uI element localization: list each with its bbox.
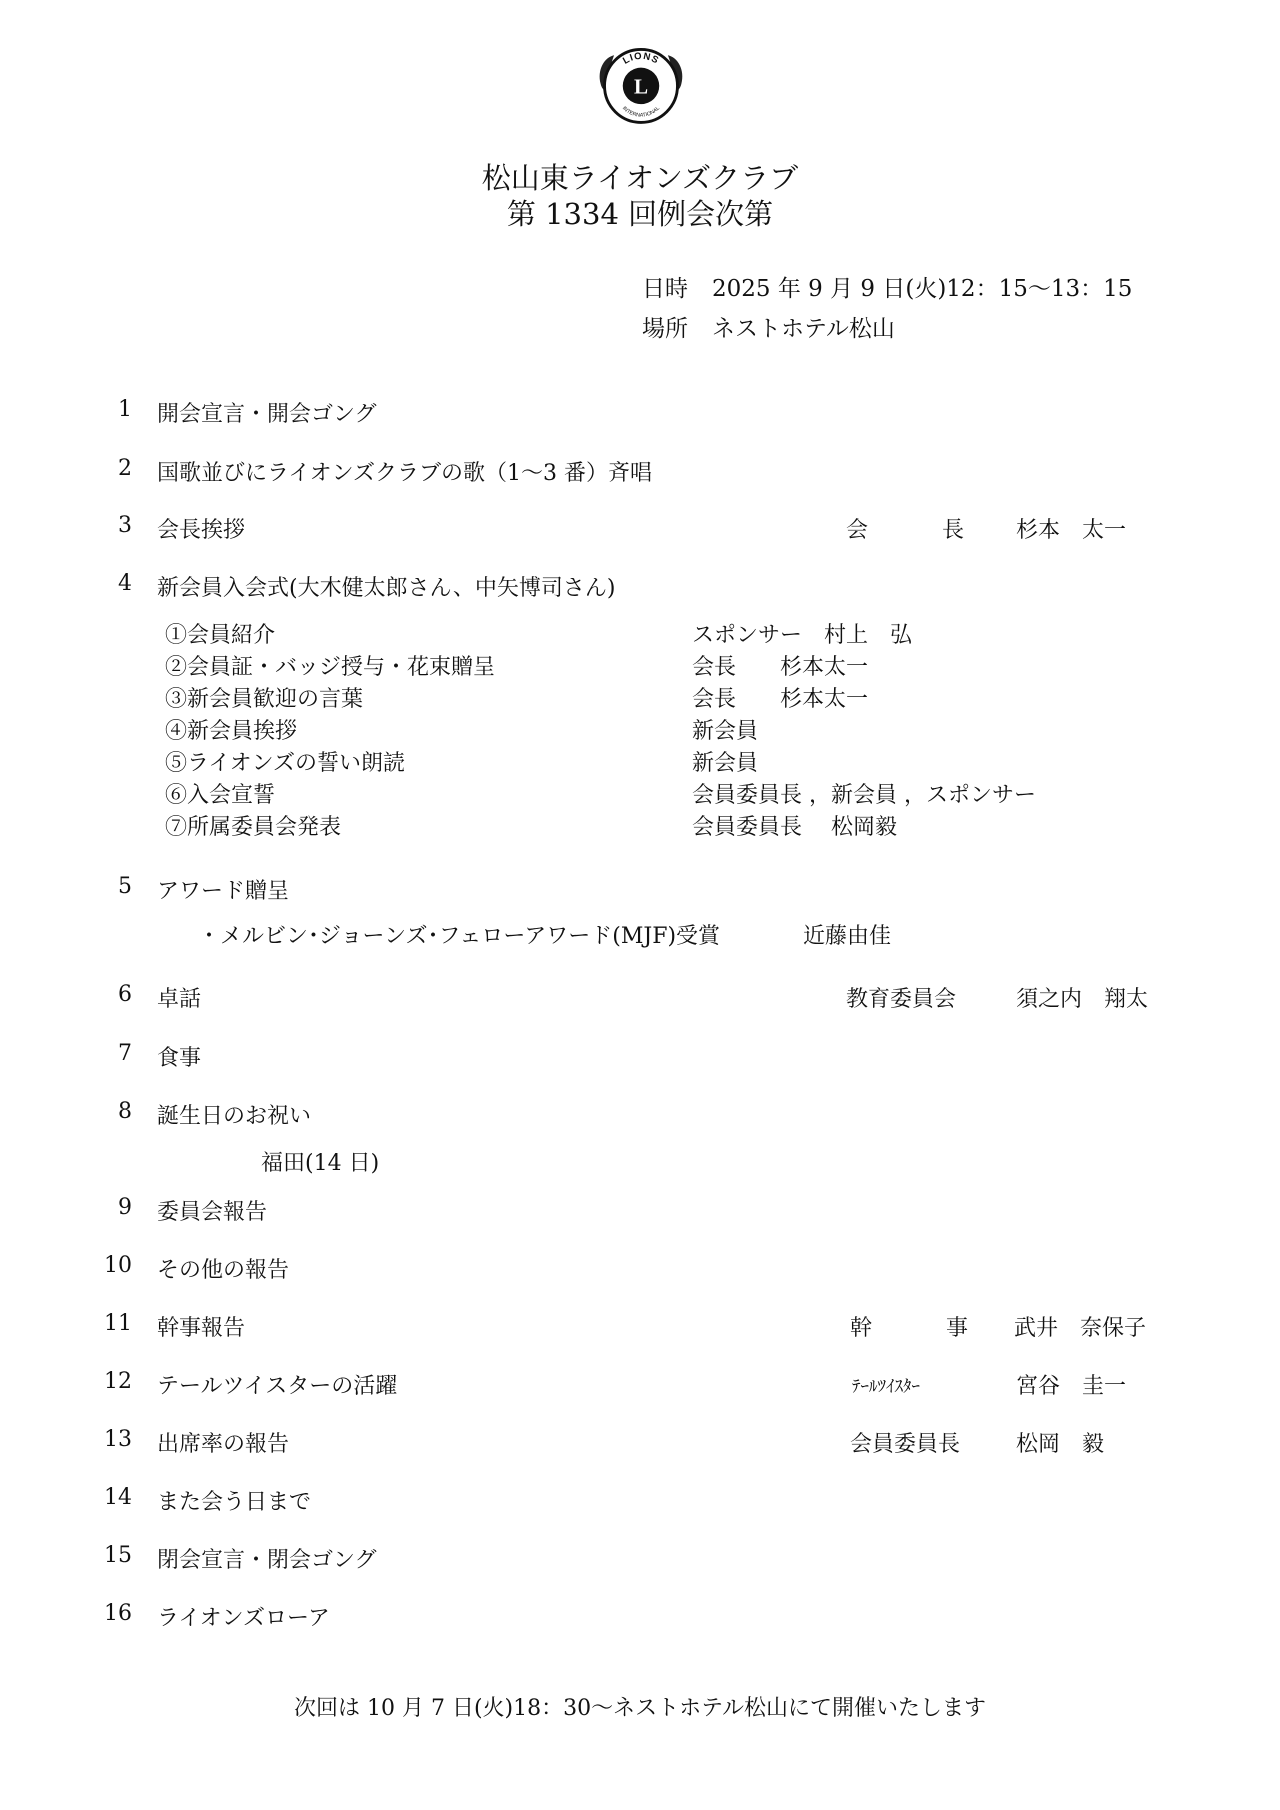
item-number: 8	[118, 1099, 132, 1124]
award-text: ・メルビン･ジョーンズ･フェローアワード(MJF)受賞	[198, 924, 721, 949]
meeting-title: 第 1334 回例会次第	[506, 197, 774, 231]
datetime-value: 2025 年 9 月 9 日(火)12：15〜13：15	[712, 276, 1133, 302]
item-role: ﾃｰﾙﾂｲｽﾀｰ	[852, 1377, 920, 1397]
item-role-second: 事	[946, 1316, 969, 1341]
item-title: 卓話	[157, 987, 202, 1012]
item-number: 2	[118, 456, 132, 481]
item-number: 5	[118, 874, 132, 899]
ceremony-step: ③新会員歓迎の言葉	[165, 687, 364, 712]
item-title: 委員会報告	[157, 1200, 268, 1225]
item-number: 4	[118, 571, 132, 596]
birthday-person: 福田(14 日)	[261, 1151, 380, 1176]
item-number: 9	[118, 1195, 132, 1220]
item-title: アワード贈呈	[157, 879, 290, 904]
item-number: 13	[104, 1427, 132, 1452]
item-number: 1	[118, 397, 132, 422]
item-role-first: 会	[846, 518, 869, 543]
ceremony-step: ①会員紹介	[165, 623, 276, 648]
item-person: 武井 奈保子	[1014, 1316, 1147, 1341]
ceremony-step: ④新会員挨拶	[165, 719, 298, 744]
item-person: 杉本 太一	[1016, 518, 1127, 543]
item-number: 14	[104, 1485, 132, 1510]
item-person: 宮谷 圭一	[1016, 1374, 1127, 1399]
ceremony-step: ⑦所属委員会発表	[165, 815, 342, 840]
item-number: 7	[118, 1041, 132, 1066]
item-role: 教育委員会	[846, 987, 957, 1012]
ceremony-step: ②会員証・バッジ授与・花束贈呈	[165, 655, 496, 680]
item-title: 出席率の報告	[157, 1432, 290, 1457]
item-title: 誕生日のお祝い	[157, 1104, 312, 1129]
item-title: 食事	[157, 1046, 202, 1071]
place-label: 場所	[642, 316, 688, 342]
item-title: 新会員入会式(大木健太郎さん、中矢博司さん)	[157, 576, 616, 601]
ceremony-who: 新会員	[692, 751, 759, 776]
item-role-first: 幹	[850, 1316, 873, 1341]
item-title: その他の報告	[157, 1258, 290, 1283]
item-person: 松岡 毅	[1016, 1432, 1105, 1457]
item-title: また会う日まで	[157, 1490, 312, 1515]
item-number: 12	[104, 1369, 132, 1394]
club-name: 松山東ライオンズクラブ	[481, 161, 799, 195]
ceremony-who: スポンサー 村上 弘	[692, 623, 913, 648]
ceremony-who: 会長 杉本太一	[692, 655, 869, 680]
item-number: 16	[104, 1601, 132, 1626]
award-person: 近藤由佳	[803, 924, 892, 949]
logo-bottom-text: INTERNATIONAL	[620, 105, 662, 119]
item-person: 須之内 翔太	[1016, 987, 1149, 1012]
item-title: 開会宣言・開会ゴング	[157, 402, 377, 427]
item-title: 幹事報告	[157, 1316, 246, 1341]
item-number: 3	[118, 513, 132, 538]
item-number: 11	[104, 1311, 132, 1336]
ceremony-who: 会員委員長 松岡毅	[692, 815, 897, 840]
ceremony-who: 会員委員長 ，新会員 ，スポンサー	[692, 783, 1036, 808]
item-title: 閉会宣言・閉会ゴング	[157, 1548, 377, 1573]
logo-letter: L	[633, 74, 649, 99]
next-meeting-note: 次回は 10 月 7 日(火)18：30〜ネストホテル松山にて開催いたします	[293, 1696, 987, 1721]
ceremony-who: 会長 杉本太一	[692, 687, 869, 712]
item-title: ライオンズローア	[157, 1606, 330, 1631]
ceremony-who: 新会員	[692, 719, 759, 744]
datetime-label: 日時	[642, 276, 688, 302]
logo-top-text: LIONS	[621, 50, 661, 67]
place-value: ネストホテル松山	[712, 316, 895, 342]
ceremony-step: ⑤ライオンズの誓い朗読	[165, 751, 406, 776]
item-number: 10	[104, 1253, 132, 1278]
item-role-second: 長	[942, 518, 965, 543]
item-number: 6	[118, 982, 132, 1007]
ceremony-step: ⑥入会宣誓	[165, 783, 276, 808]
item-role: 会員委員長	[850, 1432, 961, 1457]
lions-logo	[593, 36, 689, 132]
item-title: 国歌並びにライオンズクラブの歌（1〜3 番）斉唱	[157, 461, 653, 486]
item-number: 15	[104, 1543, 132, 1568]
item-title: テールツイスターの活躍	[157, 1374, 398, 1399]
item-title: 会長挨拶	[157, 518, 246, 543]
